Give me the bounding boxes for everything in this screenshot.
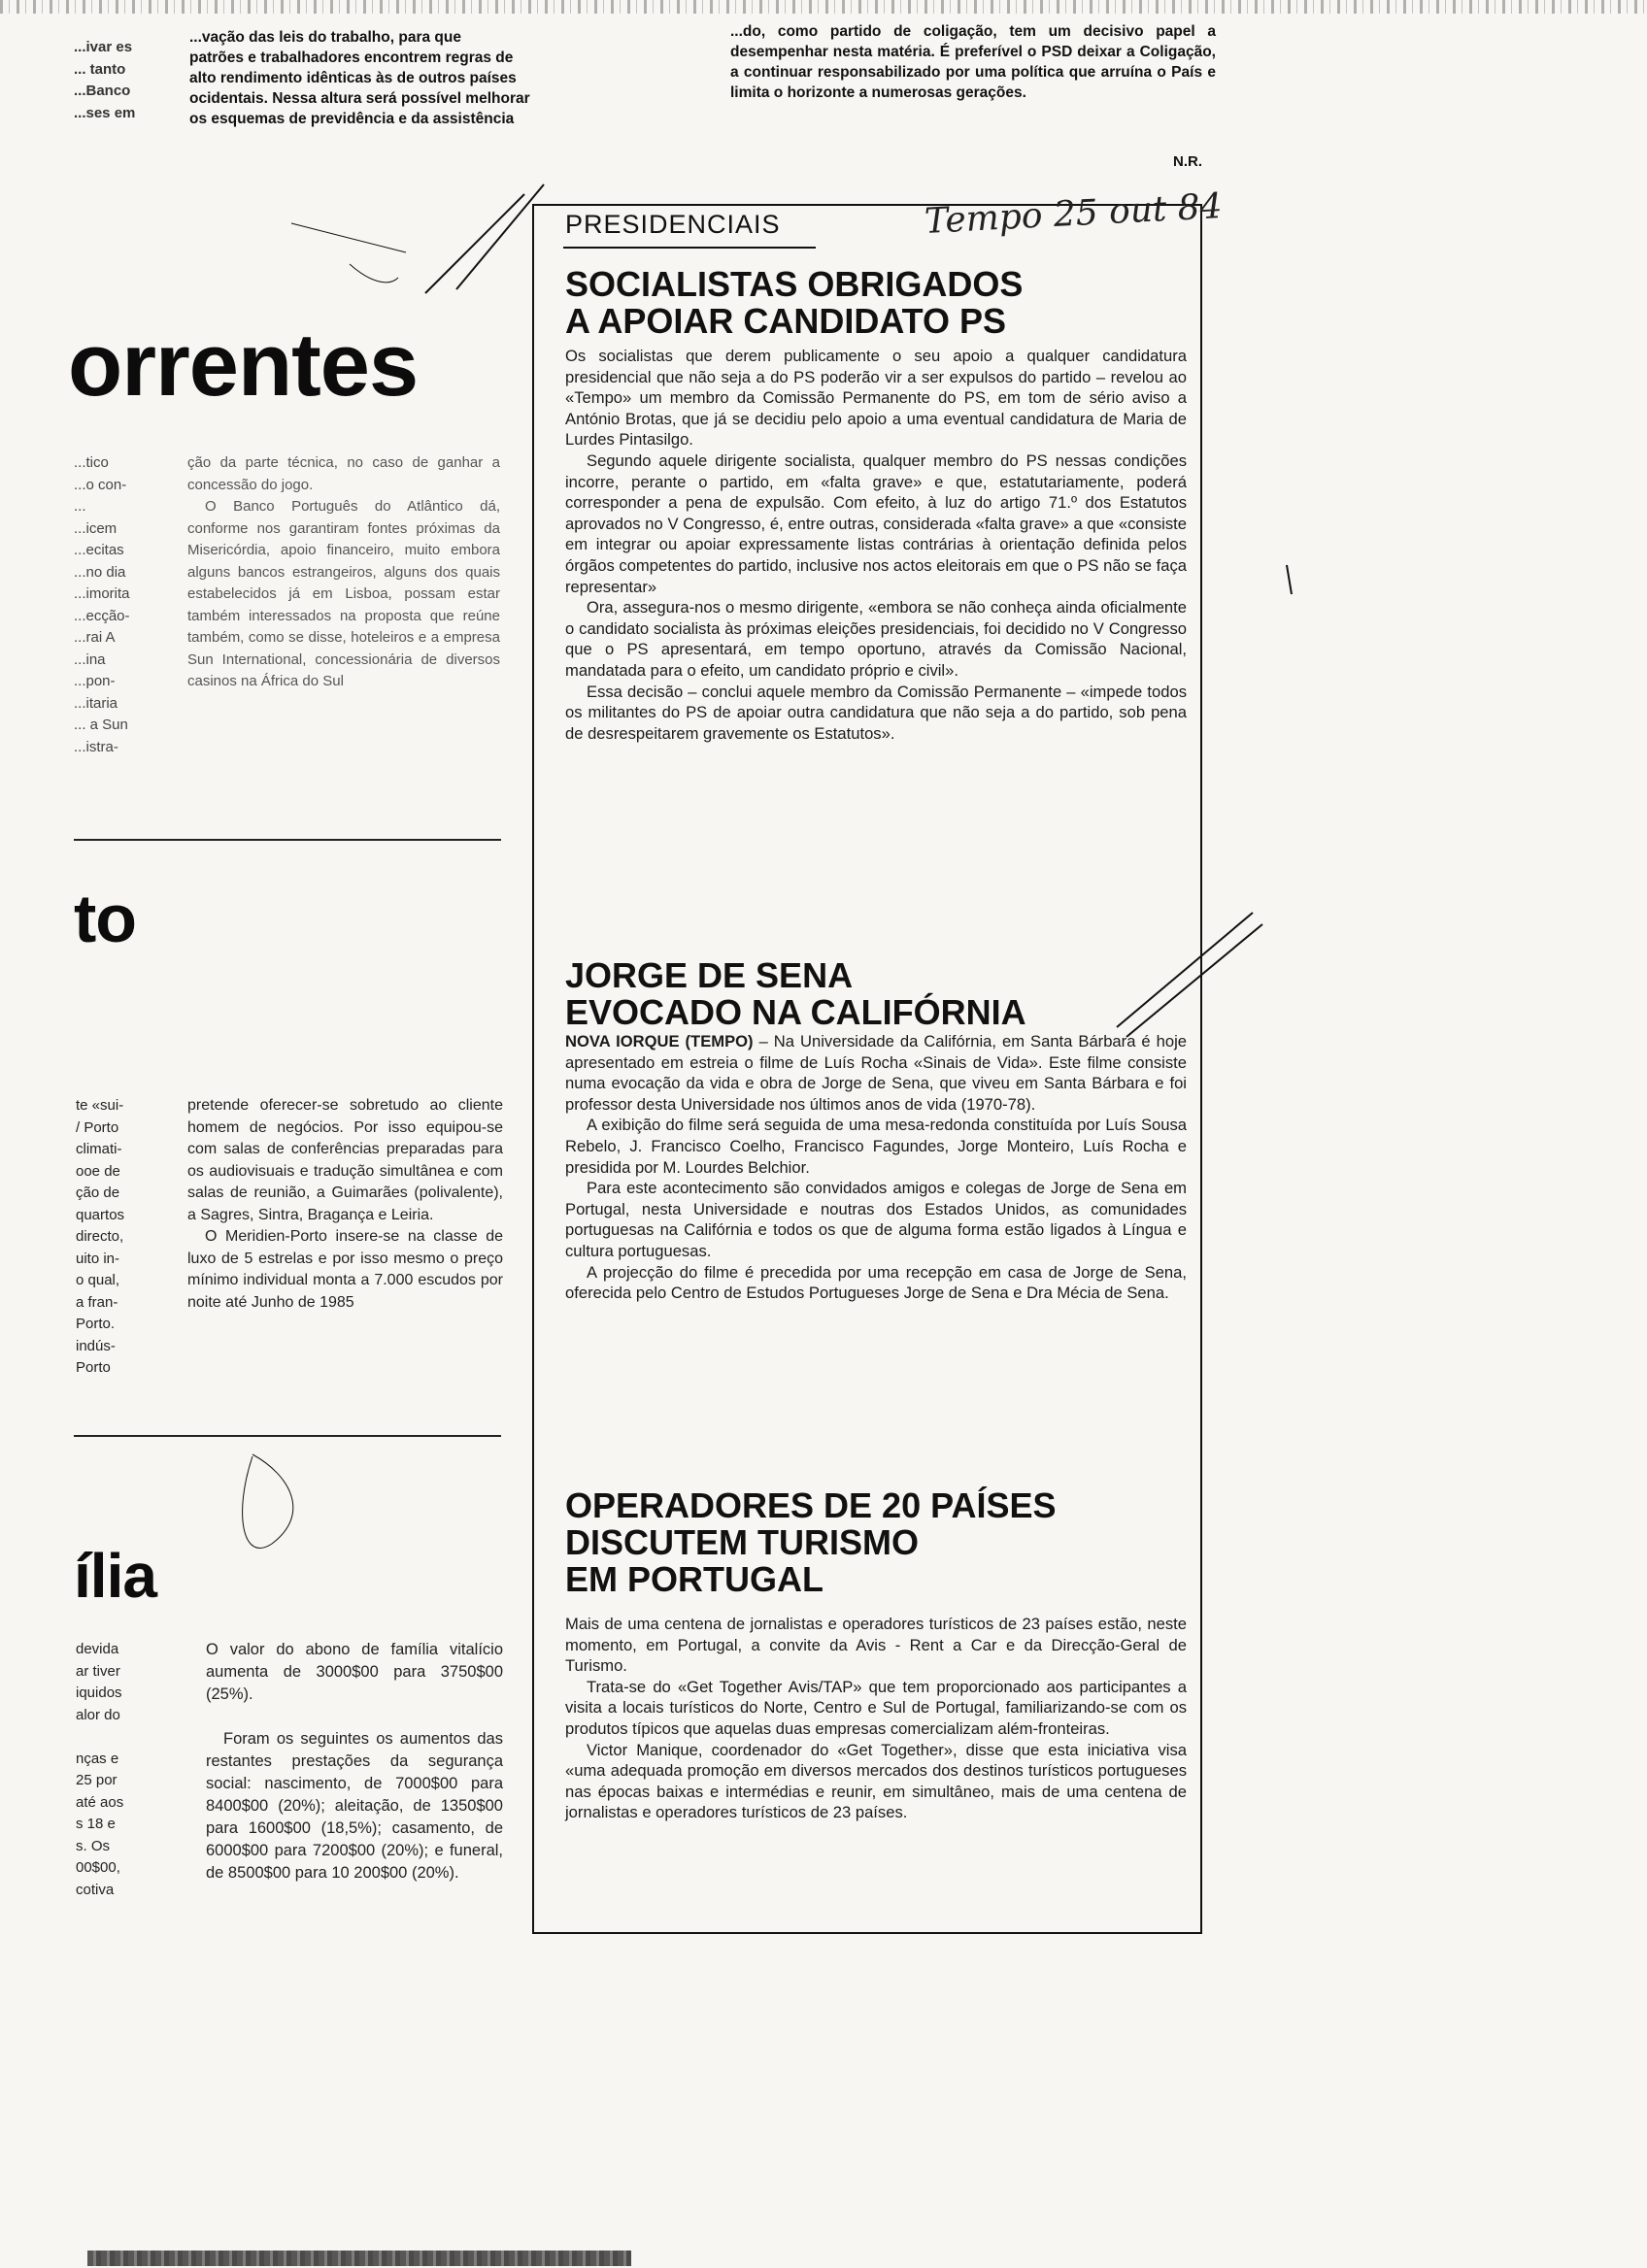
top-right-signature: N.R. <box>1173 153 1202 170</box>
top-edge-fragments: ...ivar es ... tanto ...Banco ...ses em <box>74 39 136 121</box>
pen-stroke <box>291 223 406 252</box>
top-left-line: patrões e trabalhadores encontrem regras de <box>189 50 514 66</box>
top-right-text: ...do, como partido de coligação, tem um decisivo papel a desempenhar nesta matéria. É preferível o PSD deixar a Coligação, a continuar responsabilizado por uma política que arruína o País e limita o horizonte a numerosas gerações. <box>730 23 1216 101</box>
headline-fragment-3: ília <box>74 1541 156 1611</box>
left-col-e: devida ar tiver iquidos alor do nças e 25 por até aos s 18 e s. Os 00$00, cotiva <box>76 1641 124 1898</box>
pen-stroke <box>243 1454 293 1548</box>
pen-stroke <box>1126 924 1262 1037</box>
pen-stroke <box>350 264 398 283</box>
story-body: Mais de uma centena de jornalistas e operadores turísticos de 23 países estão, neste momento, em Portugal, a convite da Avis - Rent a Car e da Direcção-Geral de Turismo. Trata-se do «Get Together Avis/TAP» que tem proporcionado aos participantes a visita a locais turísticos do Norte, Centro e Sul de Portugal, familiarizando-se com os produtos típicos que aquelas duas empresas comercializam além-fronteiras. Victor Manique, coordenador do «Get Together», disse que esta iniciativa visa «uma adequada promoção em diversos mercados dos destinos turísticos portugueses nas épocas baixas e intermédias e reunir, em simultâneo, mais de uma centena de jornalistas e operadores turísticos de 23 países. <box>565 1615 1187 1822</box>
top-left-lead: ...vação das leis do trabalho, para que <box>189 29 461 46</box>
handwritten-date-note: Tempo 25 out 84 <box>924 186 1224 242</box>
story-headline: SOCIALISTAS OBRIGADOS A APOIAR CANDIDATO PS <box>565 264 1024 341</box>
top-left-line: os esquemas de previdência e da assistência <box>189 111 515 127</box>
pen-stroke <box>456 184 544 289</box>
left-col-c: te «sui- / Porto climati- ooe de ção de quartos directo, uito in- o qual, a fran- Porto. indús- Porto <box>76 1097 125 1376</box>
story-body: NOVA IORQUE (TEMPO) – Na Universidade da Califórnia, em Santa Bárbara é hoje apresentado em estreia o filme de Luís Rocha «Sinais de Vida». Este filme consiste numa evocação da vida e obra de Jorge de Sena, que viveu em Santa Bárbara e foi professor desta Universidade nos últimos anos de vida (1970-78). A exibição do filme será seguida de uma mesa-redonda constituída por Luís Sousa Rebelo, J. Francisco Coelho, Francisco Fagundes, Jorge Monteiro, Luís Rocha e presidida por M. Lourdes Belchior. Para este acontecimento são convidados amigos e colegas de Jorge de Sena em Portugal, nesta Universidade e noutras dos Estados Unidos, as comunidades portuguesas na Califórnia e todos os que de alguma forma estão ligados à Língua e cultura portuguesas. A projecção do filme é precedida por uma recepção em casa de Jorge de Sena, oferecida pelo Centro de Estudos Portugueses Jorge de Sena e Dra Mécia de Sena. <box>565 1032 1188 1303</box>
top-left-line: alto rendimento idênticas às de outros países <box>189 70 517 86</box>
pen-stroke <box>1287 565 1292 594</box>
headline-fragment-1: orrentes <box>68 316 419 415</box>
dateline: NOVA IORQUE (TEMPO) <box>565 1032 754 1051</box>
headline-fragment-2: to <box>74 881 137 956</box>
left-col-d: pretende oferecer-se sobretudo ao cliente homem de negócios. Por isso equipou-se com salas de conferências preparadas para os audiovisuais e tradução simultânea e com salas de reunião, a Guimarães (polivalente), a Sagres, Sintra, Bragança e Leiria. O Meridien-Porto insere-se na classe de luxo de 5 estrelas e por isso mesmo o preço mínimo individual monta a 7.000 escudos por noite até Junho de 1985 <box>187 1097 503 1311</box>
story-body: Os socialistas que derem publicamente o seu apoio a qualquer candidatura presidencial que não seja a do PS poderão vir a ser expulsos do partido – revelou ao «Tempo» um membro da Comissão Permanente do PS, em tom de sério aviso a António Brotas, que já se decidiu pelo apoio a uma eventual candidatura de Maria de Lurdes Pintasilgo. Segundo aquele dirigente socialista, qualquer membro do PS nessas condições incorre, perante o partido, em «falta grave» e que, estatutariamente, poderá corresponder a pena de expulsão. Com efeito, à luz do artigo 71.º dos Estatutos aprovados no V Congresso, é, entre outras, considerada «falta grave» a que «consiste em integrar ou apoiar expressamente listas contrárias à orientação definida pelos órgãos competentes do partido, inclusive nos actos eleitorais em que o PS não se faça representar» Ora, assegura-nos o mesmo dirigente, «embora se não conheça ainda oficialmente o candidato socialista às próximas eleições presidenciais, foi decidido no V Congresso que o PS apresentará, em tempo oportuno, através da Comissão Nacional, mandatada para o efeito, um candidato próprio e civil». Essa decisão – conclui aquele membro da Comissão Permanente – «impede todos os militantes do PS de apoiar outra candidatura que não seja a do partido, sob pena de desrespeitarem gravemente os Estatutos». <box>565 347 1187 743</box>
pen-stroke <box>1117 913 1253 1027</box>
scan-bottom-edge <box>87 2251 631 2266</box>
top-left-line: ocidentais. Nessa altura será possível melhorar <box>189 90 530 107</box>
pen-stroke <box>425 194 524 293</box>
section-label: PRESIDENCIAIS <box>565 210 781 239</box>
left-col-f: O valor do abono de família vitalício aumenta de 3000$00 para 3750$00 (25%). Foram os seguintes os aumentos das restantes prestações da segurança social: nascimento, de 7000$00 para 8400$00 (20%); aleitação, de 1350$00 para 1600$00 (18,5%); casamento, de 6000$00 para 7200$00 (20%); e funeral, de 8500$00 para 10 200$00 (20%). <box>206 1641 503 1882</box>
left-col-a: ...tico ...o con- ... ...icem ...ecitas ...no dia ...imorita ...ecção- ...rai A ...ina ...pon- ...itaria ... a Sun ...istra- <box>74 454 130 755</box>
story-headline: JORGE DE SENA EVOCADO NA CALIFÓRNIA <box>565 955 1026 1032</box>
story-headline: OPERADORES DE 20 PAÍSES DISCUTEM TURISMO EM PORTUGAL <box>565 1485 1057 1599</box>
left-col-b: ção da parte técnica, no caso de ganhar a concessão do jogo. O Banco Português do Atlântico dá, conforme nos garantiram fontes próximas da Misericórdia, apoio financeiro, muito embora alguns bancos estrangeiros, alguns dos quais estabelecidos já em Lisboa, possam estar também interessados na proposta que reúne também, como se disse, hoteleiros e a empresa Sun International, concessionária de diversos casinos na África do Sul <box>187 454 500 689</box>
